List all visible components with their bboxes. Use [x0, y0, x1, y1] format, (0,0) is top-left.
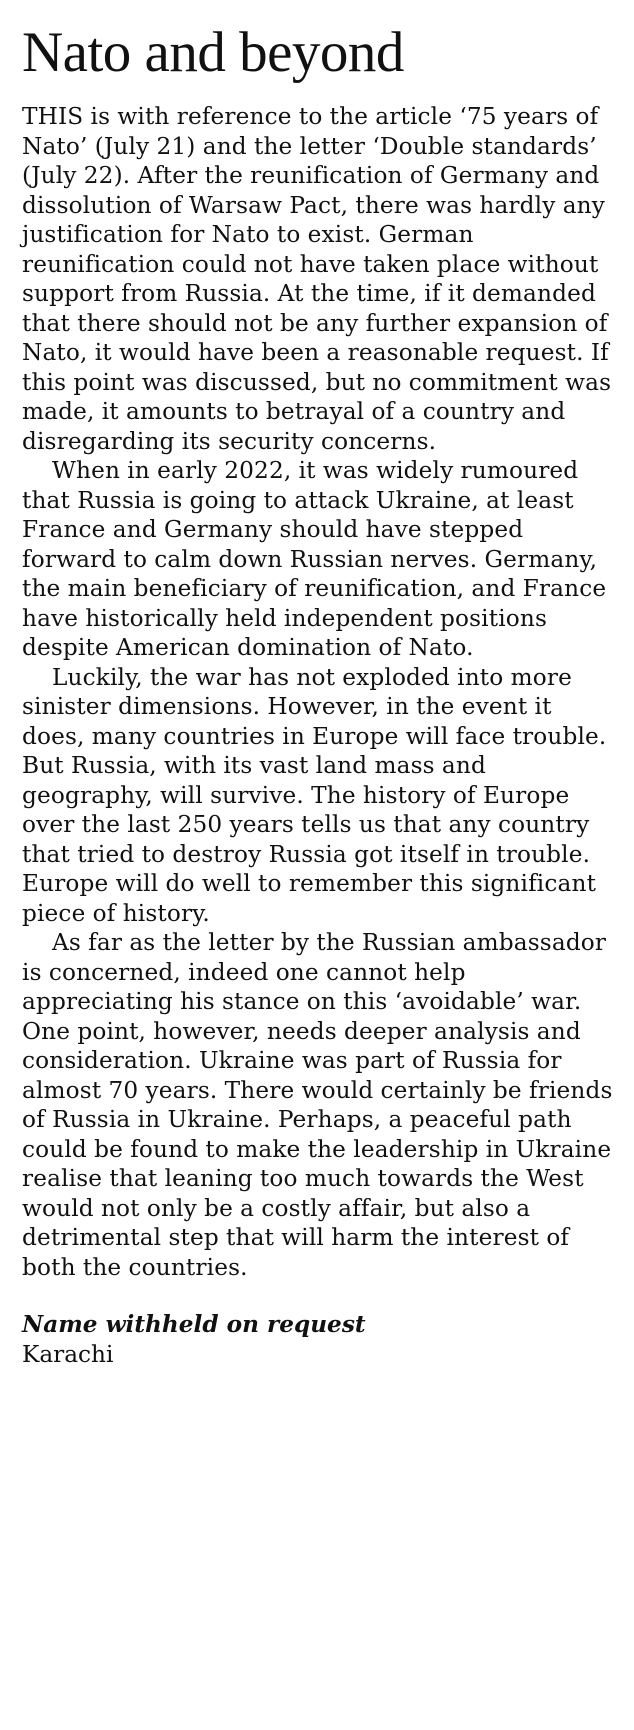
paragraph-4: As far as the letter by the Russian ambassador is concerned, indeed one cannot help appreciating his stance on this ‘avoidable’ war. One point, however, needs deeper analysis and consideration. Ukraine was part of Russia for almost 70 years. There would certainly be friends of Russia in Ukraine. Perhaps, a peaceful path could be found to make the leadership in Ukraine realise that leaning too much towards the West would not only be a costly affair, but also a detrimental step that will harm the interest of both the countries.	[22, 929, 613, 1281]
author-location: Karachi	[22, 1340, 114, 1368]
letter-article	[22, 22, 614, 1369]
paragraph-2: When in early 2022, it was widely rumoured that Russia is going to attack Ukraine, at least France and Germany should have stepped forward to calm down Russian nerves. Germany, the main beneficiary of reunification, and France have historically held independent positions despite American domination of Nato.	[22, 457, 607, 661]
signoff	[22, 1310, 614, 1369]
headline: Nato and beyond	[22, 21, 404, 84]
paragraph-3: Luckily, the war has not exploded into more sinister dimensions. However, in the event it does, many countries in Europe will face trouble. But Russia, with its vast land mass and geography, will survive. The history of Europe over the last 250 years tells us that any country that tried to destroy Russia got itself in trouble. Europe will do well to remember this significant piece of history.	[22, 663, 607, 927]
author-name: Name withheld on request	[22, 1311, 366, 1338]
article-body	[22, 102, 614, 1282]
paragraph-1: THIS is with reference to the article ‘75 years of Nato’ (July 21) and the letter ‘Double standards’ (July 22). After the reunification of Germany and dissolution of Warsaw Pact, there was hardly any justification for Nato to exist. German reunification could not have taken place without support from Russia. At the time, if it demanded that there should not be any further expansion of Nato, it would have been a reasonable request. If this point was discussed, but no commitment was made, it amounts to betrayal of a country and disregarding its security concerns.	[22, 103, 612, 455]
